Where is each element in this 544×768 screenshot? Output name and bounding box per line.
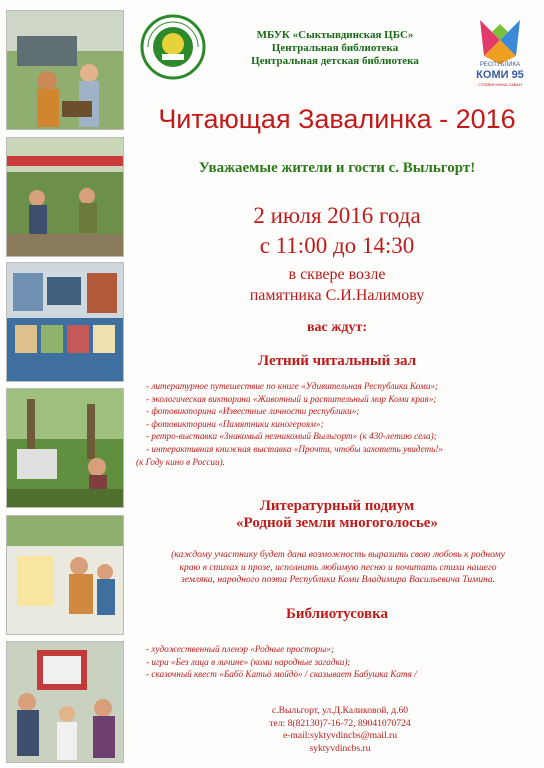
list-item: - ретро-выставка «Знакомый незнакомый Выльгорт» (к 430-летию села); [146,431,437,442]
event-title: Читающая Завалинка - 2016 [158,104,516,134]
list-item: (к Году кино в России). [136,456,225,467]
section-reading-hall-heading: Летний читальный зал [257,353,417,369]
komi-tagline: СТОЙКИ МИНА САВАН [478,82,522,87]
list-item: - экологическая викторина «Животный и растительный мир Коми края»; [146,393,437,404]
website-link[interactable]: syktyvdincbs.ru [309,742,371,754]
photo-music-performance [6,137,124,257]
list-item: - интерактивная книжная выставка «Прочти, чтобы захотеть увидеть!» [146,443,443,454]
photo-book-exhibition [6,262,124,382]
children-library: Центральная детская библиотека [251,55,419,67]
paragraph-line: (каждому участнику будет дана возможность выразить свою любовь к родному [171,549,505,560]
section-bibliotusovka-heading: Библиотусовка [285,606,389,622]
list-item: - художественный пленэр «Родные просторы»; [146,644,334,654]
komi-republic-label: РЕСПУБЛИКА [479,62,521,68]
phone: тел: 8(82130)7-16-72, 89041070724 [269,717,411,729]
photo-drawing-easel [6,515,124,635]
photo-park-gathering [6,388,124,508]
komi-95-logo [470,12,530,90]
org-name: МБУК «Сыктывдинская ЦБС» [256,29,414,41]
event-date: 2 июля 2016 года [253,203,421,228]
komi-95-label: КОМИ 95 [476,69,524,81]
central-library: Центральная библиотека [271,42,399,54]
list-item: - сказочный квест «Бабö Катьö мойдö» / сказывает Бабушка Катя / [146,669,417,680]
list-item: - фотовикторина «Известные личности республики»; [146,406,360,417]
section-bibliotusovka-list [140,643,530,681]
greeting: Уважаемые жители и гости с. Выльгорт! [198,160,476,176]
paragraph-line: земляка, народного поэта Республики Коми Владимира Васильевича Тимина. [180,574,496,586]
list-item: - литературное путешествие по книге «Удивительная Республика Коми»; [146,381,439,391]
photo-strip [0,0,130,768]
address: с.Выльгорт, ул.Д.Каликовой, д.60 [271,705,409,716]
paragraph-line: краю в стихах и прозе, исполнить любимую песню и почитать стихи нашего [179,561,497,573]
contacts [220,705,460,755]
list-item: - фотовикторина «Памятники киногероям»; [146,418,324,429]
section-podium-text [138,549,538,587]
cbs-logo [140,14,206,80]
email-link[interactable]: e-mail:syktyvdincbs@mail.ru [282,730,398,742]
photo-children-activity [6,641,124,763]
list-item: - игра «Без лица в личине» (коми народные загадки); [146,656,351,667]
section-podium-subheading: «Родной земли многоголосье» [236,515,438,531]
photo-reading-outdoors [6,10,124,130]
section-podium-heading: Литературный подиум [259,498,415,514]
event-time: с 11:00 до 14:30 [259,233,415,258]
waiting-label: вас ждут: [306,320,368,335]
place-line-1: в сквере возле [288,266,386,283]
section-reading-hall-list [136,380,530,468]
place-line-2: памятника С.И.Налимову [249,287,425,304]
